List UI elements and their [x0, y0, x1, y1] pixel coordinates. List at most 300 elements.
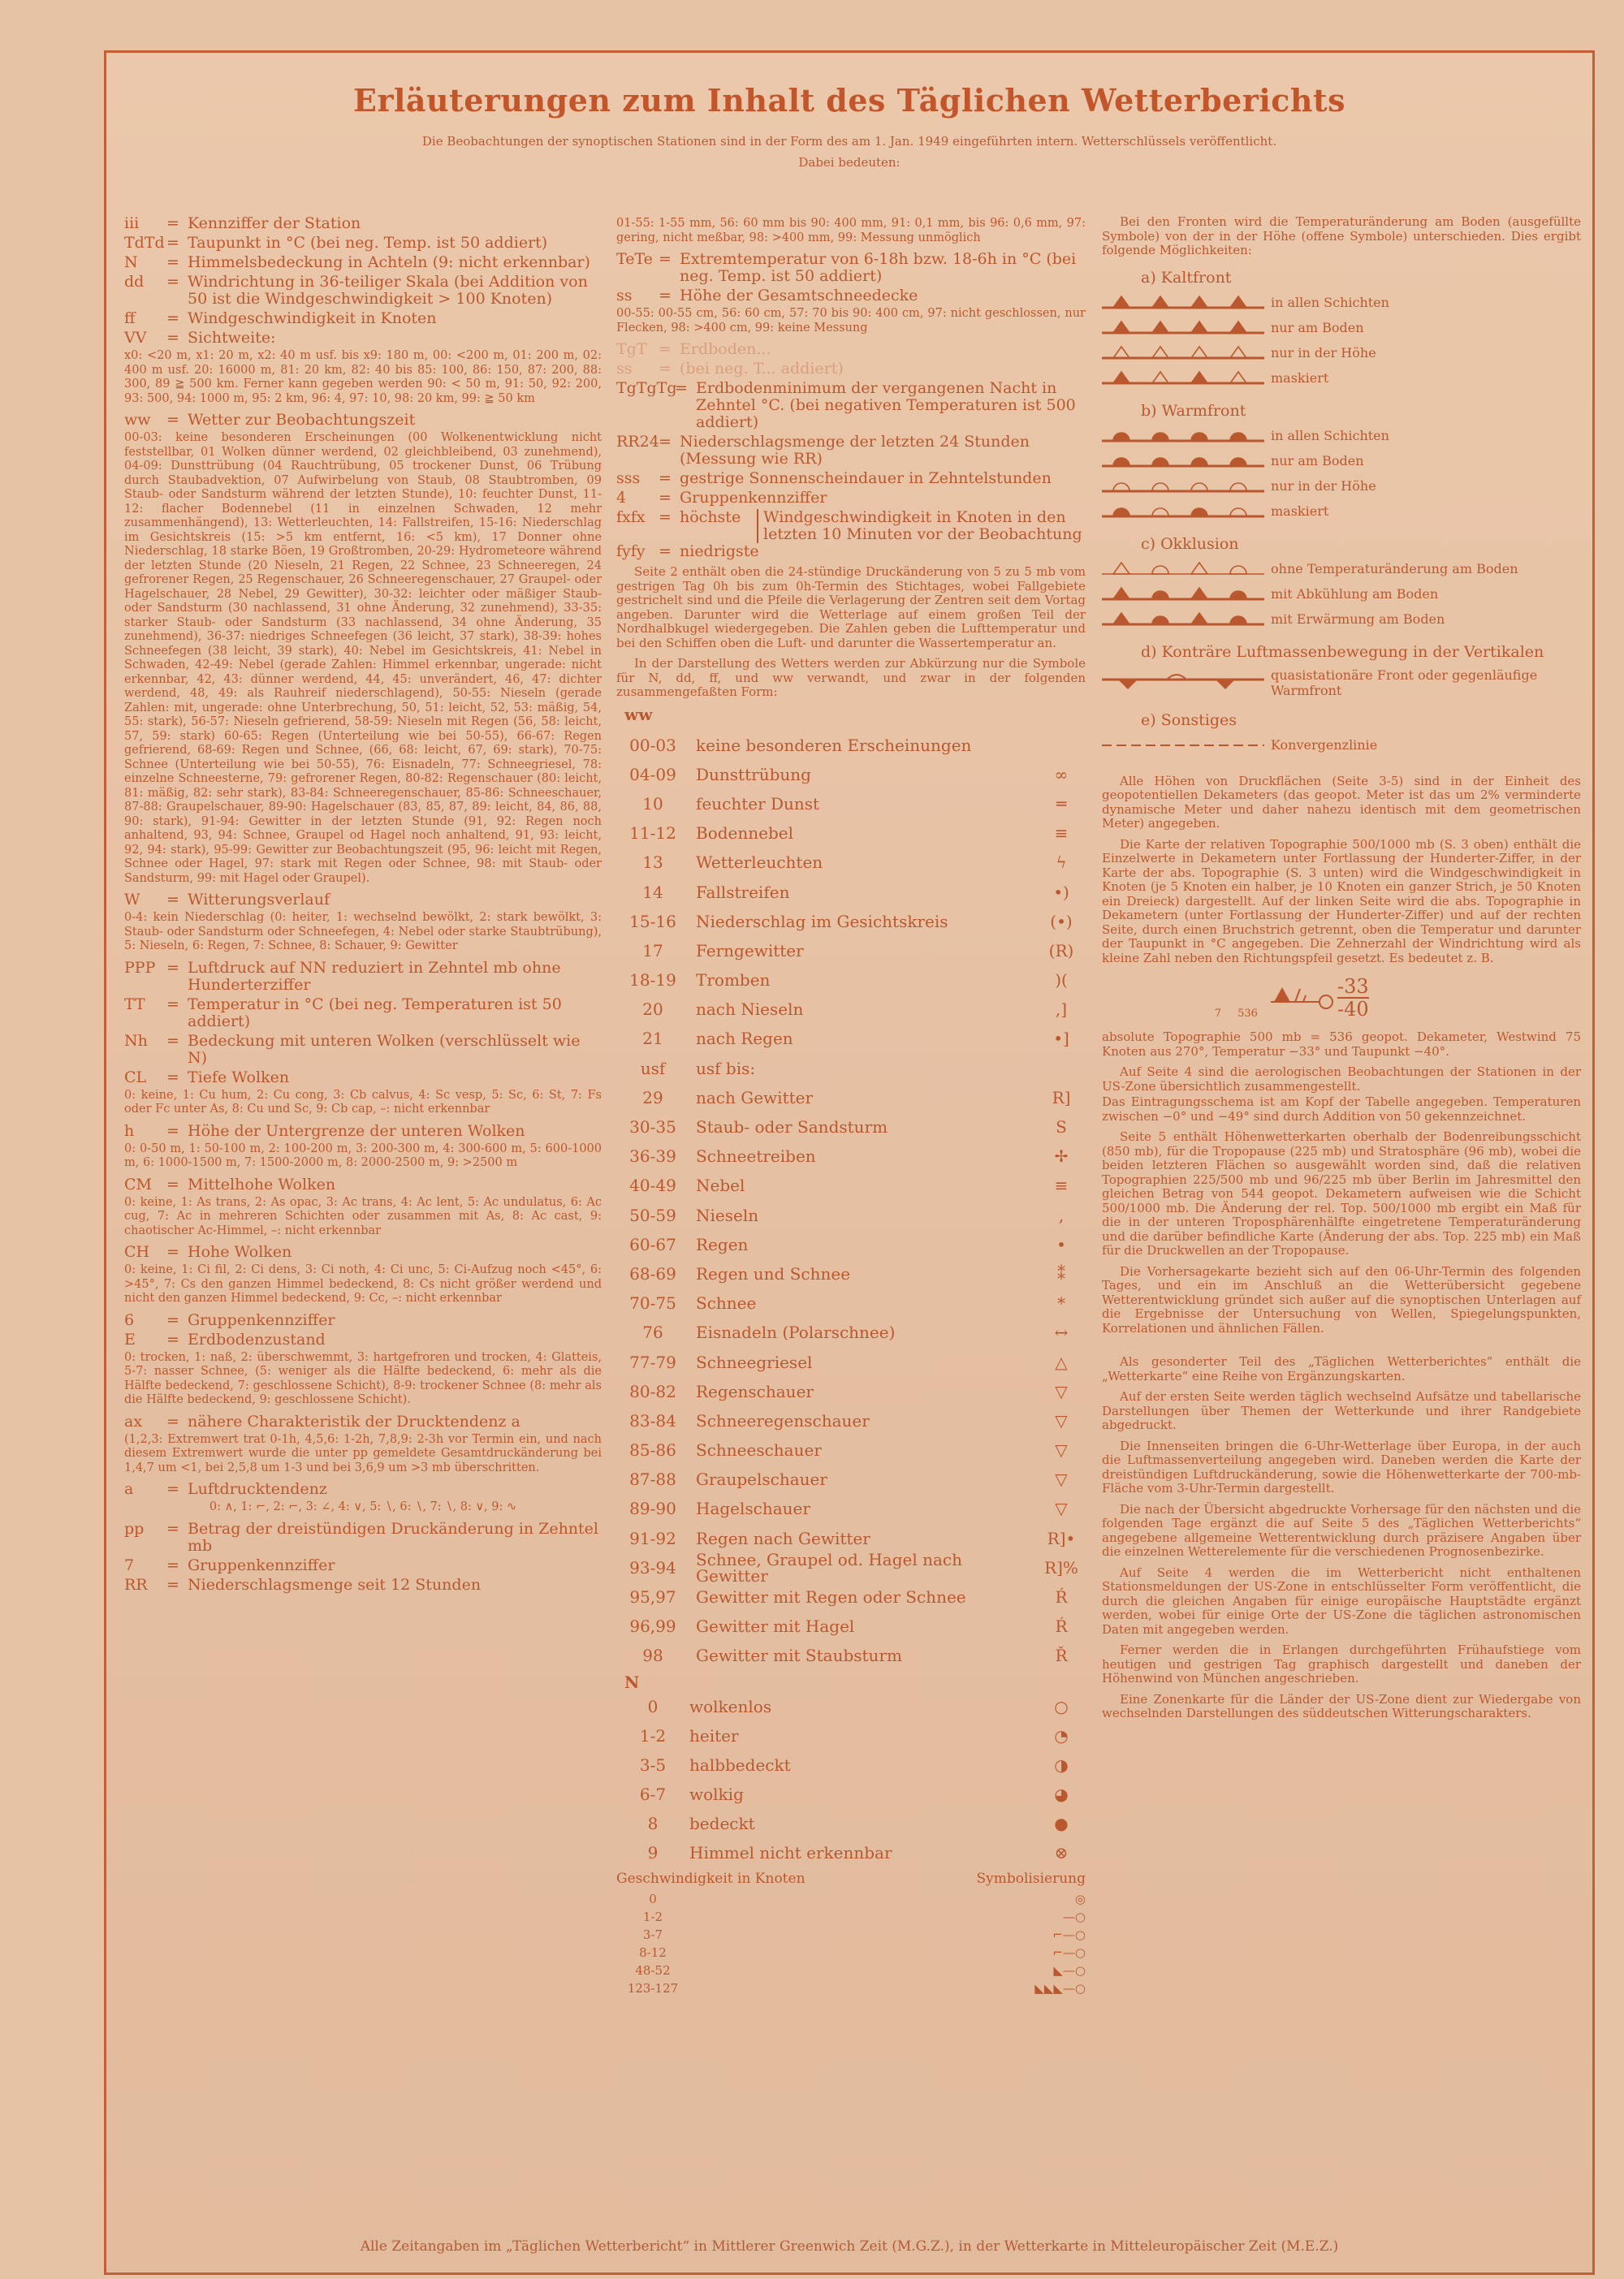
front-marker — [1191, 588, 1207, 599]
def-ch: CH = Hohe Wolken — [124, 1244, 602, 1261]
ww-label: nach Nieseln — [696, 999, 804, 1020]
ww-code: 15-16 — [629, 911, 676, 931]
ww-label: Schneegriesel — [696, 1352, 813, 1372]
speed-code: 1-2 — [642, 1909, 663, 1924]
text: Niederschlagsmenge der letzten 24 Stunden (Messung wie RR) — [680, 433, 1030, 468]
wind-barb-icon: —○ — [1062, 1909, 1086, 1924]
n-row — [616, 1838, 1086, 1867]
example-direction-digit: 7 — [1214, 1008, 1221, 1020]
warm-front-symbol — [1102, 451, 1264, 471]
def-tete: TeTe = Extremtemperatur von 6-18h bzw. 18-6h in °C (bei neg. Temp. ist 50 addiert) — [616, 251, 1086, 285]
ww-row — [616, 1201, 1086, 1230]
ax-detail: (1,2,3: Extremwert trat 0-1h, 4,5,6: 1-2h, 7,8,9: 2-3h vor Termin ein, und nach diesem Extremwert wurde die unter pp gemeldete Gesamtdruckänderung bei 1,4,7 um <1, bei 2,5,8 um 1-3 und bei 3,6,9 um >3 mb überschritten. — [124, 1432, 602, 1474]
ww-label: Regen nach Gewitter — [696, 1528, 870, 1548]
ww-code: 04-09 — [629, 764, 676, 784]
front-marker — [1230, 372, 1246, 383]
warmfront-heading: b) Warmfront — [1141, 401, 1246, 420]
text: Wetter zur Beobachtungszeit — [188, 411, 416, 429]
ww-code: 29 — [642, 1087, 663, 1107]
def-4: 4 = Gruppenkennziffer — [616, 490, 1086, 507]
example-temperature: -33 — [1337, 975, 1369, 998]
front-marker — [1230, 591, 1246, 599]
code: h — [124, 1121, 135, 1140]
ww-code: 95,97 — [629, 1587, 676, 1608]
warm-row — [1102, 449, 1581, 474]
subtitle-line-1: Die Beobachtungen der synoptischen Stationen sind in der Form des am 1. Jan. 1949 eingeführten intern. Wetterschlüssels veröffentlicht. — [421, 134, 1277, 149]
text: Luftdrucktendenz — [188, 1480, 327, 1498]
front-marker — [1113, 563, 1129, 574]
n-code: 0 — [647, 1696, 659, 1716]
code: ax — [124, 1412, 143, 1431]
ww-row — [616, 1377, 1086, 1406]
weather-symbol-icon: •) — [1053, 882, 1069, 902]
code: RR — [124, 1575, 148, 1594]
ww-label: Fallstreifen — [696, 882, 790, 902]
weather-symbol-icon: Ŕ — [1055, 1616, 1068, 1637]
front-marker — [1113, 458, 1129, 466]
n-row — [616, 1750, 1086, 1780]
code: CH — [124, 1243, 150, 1261]
ww-row — [616, 1259, 1086, 1288]
front-marker — [1152, 296, 1168, 308]
text: Windgeschwindigkeit in Knoten — [188, 309, 437, 327]
code: fyfy — [616, 542, 646, 560]
def-ss-faded: ss = (bei neg. T... addiert) — [616, 360, 1086, 378]
ww-label: Niederschlag im Gesichtskreis — [696, 911, 948, 931]
ww-row — [616, 965, 1086, 995]
warm-label: nur am Boden — [1271, 453, 1364, 468]
weather-symbol-icon: ∞ — [1054, 764, 1069, 784]
warm-row — [1102, 499, 1581, 524]
wind-barb-icon: ◎ — [1074, 1891, 1086, 1906]
ww-row — [616, 995, 1086, 1024]
ww-row — [616, 818, 1086, 848]
karte-paragraph: Die Karte der relativen Topographie 500/1000 mb (S. 3 oben) enthält die Einzelwerte in Dekametern unter Fortlassung der Hunderter-Ziffer, in der Karte der abs. Topographie (S. 3 unten) wird die Windgeschwindigkeit in Knoten (je 5 Knoten ein halber, je 10 Knoten ein ganzer Strich, je 50 Knoten ein Dreieck) dargestellt. Auf der linken Seite wird die abs. Topographie in Dekametern (unter Fortlassung der Hunderter-Ziffer) und auf der rechten Seite, durch einen Bruchstrich getrennt, oben die Temperatur und darunter der Taupunkt in °C angegeben. Die Zehnerzahl der Windrichtung wird als kleine Zahl neben den Richtungspfeil gesetzt. Es bedeutet z. B. — [1102, 836, 1581, 965]
def-a: a = Luftdrucktendenz — [124, 1481, 602, 1498]
okkl-front-symbol — [1102, 610, 1264, 629]
speed-row — [616, 1979, 1086, 1997]
front-marker — [1191, 613, 1207, 624]
def-pp: pp = Betrag der dreistündigen Druckänderung in Zehntel mb — [124, 1521, 602, 1555]
speed-row — [616, 1962, 1086, 1979]
ww-code: 93-94 — [629, 1557, 676, 1578]
document-sheet — [104, 50, 1595, 2275]
warm-front-symbol — [1102, 477, 1264, 496]
front-marker — [1152, 591, 1168, 599]
okkl-row — [1102, 582, 1581, 607]
seite4-paragraph: Auf Seite 4 sind die aerologischen Beobachtungen der Stationen in der US-Zone übersichtlich zusammengestellt. — [1102, 1064, 1581, 1094]
temp-fraction — [1337, 976, 1369, 1020]
speed-code: 3-7 — [642, 1927, 663, 1942]
cloud-cover-icon: ◑ — [1054, 1755, 1069, 1775]
ww-row — [616, 1142, 1086, 1171]
def-tgtgtg: TgTgTg = Erdbodenminimum der vergangenen Nacht in Zehntel °C. (bei negativen Temperaturen ist 500 addiert) — [616, 380, 1086, 431]
weather-symbol-icon: ϟ — [1056, 852, 1067, 873]
def-iii: iii = Kennziffer der Station — [124, 215, 602, 232]
text: nähere Charakteristik der Drucktendenz a — [188, 1412, 520, 1431]
speed-code: 123-127 — [627, 1980, 679, 1996]
ww-row — [616, 907, 1086, 936]
speed-row — [616, 1890, 1086, 1908]
ww-code: 68-69 — [629, 1263, 676, 1284]
ww-code: 30-35 — [629, 1117, 676, 1137]
ww-row — [616, 1083, 1086, 1112]
ww-row — [616, 731, 1086, 760]
ww-label: Regenschauer — [696, 1381, 814, 1401]
h-detail: 0: 0-50 m, 1: 50-100 m, 2: 100-200 m, 3: 200-300 m, 4: 300-600 m, 5: 600-1000 m, 6: 1000-1500 m, 7: 1500-2000 m, 8: 2000-2500 m, 9: >2500 m — [124, 1142, 602, 1169]
text: Windrichtung in 36-teiliger Skala (bei Addition von 50 ist die Windgeschwindigkeit > 100 Knoten) — [188, 273, 588, 308]
sonstiges-heading: e) Sonstiges — [1141, 710, 1237, 729]
def-ww: ww = Wetter zur Beobachtungszeit — [124, 412, 602, 429]
warm-row — [1102, 424, 1581, 449]
ww-code: 98 — [642, 1646, 663, 1666]
n-label: halbbedeckt — [689, 1755, 791, 1775]
code: 7 — [124, 1556, 135, 1574]
speed-header-left: Geschwindigkeit in Knoten — [616, 1870, 806, 1887]
weather-symbol-icon: ▽ — [1055, 1440, 1068, 1461]
ww-row — [616, 789, 1086, 818]
def-h: h = Höhe der Untergrenze der unteren Wolken — [124, 1123, 602, 1140]
ww-row — [616, 936, 1086, 965]
left-column — [124, 215, 602, 1596]
fronts-intro: Bei den Fronten wird die Temperaturänderung am Boden (ausgefüllte Symbole) von der in der Höhe (offene Symbole) unterschieden. Dies ergibt folgende Möglichkeiten: — [1102, 214, 1581, 257]
ww-code: 10 — [642, 793, 663, 814]
n-code: 1-2 — [639, 1725, 667, 1746]
ww-row — [616, 1112, 1086, 1142]
front-marker — [1191, 322, 1207, 333]
def-ax: ax = nähere Charakteristik der Drucktendenz a — [124, 1414, 602, 1431]
def-fyfy: fyfy = niedrigste — [616, 543, 1086, 560]
weather-symbol-icon: , — [1058, 1205, 1065, 1225]
code: CL — [124, 1068, 147, 1086]
n-row — [616, 1692, 1086, 1721]
sonstiges-row — [1102, 733, 1581, 758]
weather-symbol-icon: ▽ — [1055, 1499, 1068, 1519]
kalt-front-symbol — [1102, 369, 1264, 388]
ww-label: Schneeregenschauer — [696, 1410, 870, 1431]
warm-front-symbol — [1102, 502, 1264, 521]
front-marker — [1191, 433, 1207, 441]
erste-seite-paragraph: Auf der ersten Seite werden täglich wechselnd Aufsätze und tabellarische Darstellungen über Themen der Wetterkunde und ihrer Randgebiete abgedruckt. — [1102, 1389, 1581, 1432]
konvergenz-label: Konvergenzlinie — [1271, 737, 1378, 753]
ww-row — [616, 848, 1086, 877]
front-marker — [1230, 433, 1246, 441]
def-cm: CM = Mittelhohe Wolken — [124, 1176, 602, 1193]
ww-code: 17 — [642, 940, 663, 960]
front-marker — [1191, 372, 1207, 383]
kaltfront-heading: a) Kaltfront — [1141, 268, 1232, 287]
n-label: heiter — [689, 1725, 739, 1746]
ww-label: Schneeschauer — [696, 1440, 822, 1461]
ww-code: 70-75 — [629, 1293, 676, 1314]
def-tt: TT = Temperatur in °C (bei neg. Temperaturen ist 50 addiert) — [124, 996, 602, 1030]
text: niedrigste — [680, 542, 759, 560]
n-label: Himmel nicht erkennbar — [689, 1842, 892, 1862]
n-heading: N — [624, 1672, 640, 1692]
text: Erdbodenminimum der vergangenen Nacht in Zehntel °C. (bei negativen Temperaturen ist 500 addiert) — [696, 379, 1076, 431]
weather-symbol-icon: S — [1056, 1117, 1067, 1137]
ww-row — [616, 1549, 1086, 1586]
text: höchste — [680, 508, 741, 526]
def-dd: dd = Windrichtung in 36-teiliger Skala (bei Addition von 50 ist die Windgeschwindigkeit > 100 Knoten) — [124, 274, 602, 308]
kalt-front-symbol — [1102, 293, 1264, 313]
front-marker — [1152, 566, 1168, 574]
ww-label: Schneetreiben — [696, 1146, 816, 1167]
text: Höhe der Gesamtschneedecke — [680, 287, 918, 304]
code: CM — [124, 1175, 152, 1193]
innenseiten-paragraph: Die Innenseiten bringen die 6-Uhr-Wetterlage über Europa, in der auch die Luftmassenverteilung angegeben wird. Daneben werden die Karte der dreistündigen Luftdruckänderung, sowie die Höhenwetterkarte der 700-mb-Fläche vom 3-Uhr-Termin dargestellt. — [1102, 1438, 1581, 1496]
front-marker — [1230, 458, 1246, 466]
front-marker — [1152, 347, 1168, 358]
code: TgT — [616, 340, 647, 358]
text: Kennziffer der Station — [188, 214, 361, 232]
def-nh: Nh = Bedeckung mit unteren Wolken (verschlüsselt wie N) — [124, 1033, 602, 1067]
ww-code: 85-86 — [629, 1440, 676, 1461]
weather-symbol-icon: (R) — [1048, 940, 1074, 960]
hoehen-paragraph: Alle Höhen von Druckflächen (Seite 3-5) sind in der Einheit des geopotentiellen Dekameters (das geopot. Meter ist das um 2% verminderte dynamische Meter und daher nahezu identisch mit dem geometrischen Meter) angegeben. — [1102, 773, 1581, 831]
ww-code: 11-12 — [629, 823, 676, 844]
warmfront-list — [1102, 424, 1581, 524]
front-marker — [1113, 347, 1129, 358]
kontraer-row — [1102, 665, 1581, 701]
front-marker — [1230, 566, 1246, 574]
ww-row — [616, 1230, 1086, 1259]
kalt-front-symbol — [1102, 318, 1264, 338]
code: VV — [124, 329, 147, 347]
wind-barb-icon: ◣—○ — [1053, 1962, 1086, 1978]
vorhersage-paragraph: Die Vorhersagekarte bezieht sich auf den 06-Uhr-Termin des folgenden Tages, und ein im Anschluß an die Wetterübersicht gegebene Wetterentwicklung gründet sich außer auf die synoptischen Unterlagen auf die Ergebnisse der Untersuchung von Wellen, Spiegelungspunkten, Korrelationen und ähnlichen Fällen. — [1102, 1263, 1581, 1336]
okklusion-heading: c) Okklusion — [1141, 534, 1239, 553]
code: TeTe — [616, 250, 653, 268]
weather-symbol-icon: R]% — [1044, 1557, 1078, 1578]
kontraer-front-symbol — [1102, 673, 1264, 693]
ww-row — [616, 1318, 1086, 1347]
n-code: 6-7 — [639, 1784, 667, 1804]
okkl-row — [1102, 557, 1581, 582]
kalt-label: nur am Boden — [1271, 320, 1364, 335]
ww-label: Gewitter mit Hagel — [696, 1616, 855, 1637]
seite5-paragraph: Seite 5 enthält Höhenwetterkarten oberhalb der Bodenreibungsschicht (850 mb), für die Tropopause (225 mb) und Stratosphäre (96 mb), wobei die beiden letzteren Flächen so ausgewählt worden sind, daß die relativen Topographien 225/500 mb und 96/225 mb über Berlin im Jahresmittel den gleichen Betrag von 544 geopot. Dekametern aufweisen wie die Schicht 500/1000 mb. Die Änderung der rel. Top. 500/1000 mb ergibt ein Maß für die in der unteren Troposphärenhälfte eingetretene Temperaturänderung und die darüber befindliche Karte (Änderung der abs. Top. 225 mb) ein Maß für die Druckwellen an der Tropopause. — [1102, 1129, 1581, 1258]
text: Extremtemperatur von 6-18h bzw. 18-6h in °C (bei neg. Temp. ist 50 addiert) — [680, 250, 1077, 285]
code: E — [124, 1330, 136, 1349]
ww-code: 50-59 — [629, 1205, 676, 1225]
cm-detail: 0: keine, 1: As trans, 2: As opac, 3: Ac trans, 4: Ac lent, 5: Ac undulatus, 6: Ac cug, 7: Ac in mehreren Schichten oder zusammen mit As, 8: Ac cast, 9: chaotischer Ac-Himmel, –: nicht erkennbar — [124, 1195, 602, 1237]
rr-detail: 01-55: 1-55 mm, 56: 60 mm bis 90: 400 mm, 91: 0,1 mm, bis 96: 0,6 mm, 97: gering, nicht meßbar, 98: >400 mm, 99: Messung unmöglich — [616, 217, 1086, 244]
front-marker — [1230, 322, 1246, 333]
ww-row — [616, 1347, 1086, 1376]
cloud-cover-icon: ◕ — [1054, 1784, 1069, 1804]
weather-symbol-icon: R] — [1052, 1087, 1071, 1107]
ww-code: 76 — [642, 1323, 663, 1343]
ww-label: Tromben — [696, 970, 771, 991]
speed-symbol-table — [616, 1890, 1086, 1997]
ww-detail: 00-03: keine besonderen Erscheinungen (00 Wolkenentwicklung nicht feststellbar, 01 Wolken dünner werdend, 02 gleichbleibend, 03 zunehmend), 04-09: Dunsttrübung (04 Rauchtrübung, 05 trockener Dunst, 06 Trübung durch Staubadvektion, 07 Aufwirbelung von Staub, 08 Staubtromben, 09 Staub- oder Sandsturm während der letzten Stunde), 10: feuchter Dunst, 11-12: flacher Bodennebel (11 in einzelnen Schwaden, 12 mehr zusammenhängend), 13: Wetterleuchten, 14: Fallstreifen, 15-16: Niederschlag im Gesichtskreis (15: >5 km entfernt, 16: <5 km), 17 Donner ohne Niederschlag, 18 starke Böen, 19 Großtromben, 20-29: Hydrometeore während der letzten Stunde (20 Nieseln, 21 Regen, 22 Schnee, 23 Schneeregen, 24 gefrorener Regen, 25 Regenschauer, 26 Schneeregenschauer, 27 Graupel- oder Hagelschauer, 28 Nebel, 29 Gewitter), 30-32: leichter oder mäßiger Staub- oder Sandsturm (30 nachlassend, 31 ohne Änderung, 32 zunehmend), 33-35: starker Staub- oder Sandsturm (33 nachlassend, 34 ohne Änderung, 35 zunehmend), 36-37: niedriges Schneefegen (36 leicht, 37 stark), 38-39: hohes Schneefegen (38 leicht, 39 stark), 40: Nebel im Gesichtskreis, 41: Nebel in Schwaden, 42-49: Nebel (gerade Zahlen: Himmel erkennbar, ungerade: nicht erkennbar, 42, 43: dünner werdend, 44, 45: unverändert, 46, 47: dichter werdend, 48, 49: als Rauhreif niederschlagend), 50-55: Nieseln (gerade Zahlen: mit, ungerade: ohne Unterbrechung, 50, 51: leicht, 52, 53: mäßig, 54, 55: stark), 56-57: Nieseln gefrierend, 58-59: Nieseln mit Regen (56, 58: leicht, 57, 59: stark) 60-65: Regen (Unterteilung wie bei 50-55), 66-67: Regen gefrierend, 68-69: Regen und Schnee, (66, 68: leicht, 67, 69: stark), 70-75: Schnee (Unterteilung wie bei 50-55), 76: Eisnadeln, 77: Schneegriesel, 78: einzelne Schneesterne, 79: gefrorener Regen, 80-82: Regenschauer (80: leicht, 81: mäßig, 82: sehr stark), 83-84: Schneeregenschauer, 85-86: Schneeschauer, 87-88: Graupelschauer, 89-90: Hagelschauer (83, 85, 87, 89: leicht, 84, 86, 88, 90: stark), 91-94: Gewitter in der letzten Stunde (91, 92: Regen noch anhaltend, 93, 94: Schnee, Graupel od Hagel noch anhaltend, 91, 93: leicht, 92, 94: stark), 95-99: Gewitter zur Beobachtungszeit (95, 96: leicht mit Regen, Schnee oder Hagel, 97: stark mit Regen oder Schnee, 98: mit Staub- oder Sandsturm, 99: mit Hagel oder Graupel). — [124, 431, 602, 885]
ww-label: Nebel — [696, 1176, 745, 1196]
ww-code: 13 — [642, 852, 663, 873]
vorhersage2-paragraph: Die nach der Übersicht abgedruckte Vorhersage für den nächsten und die folgenden Tage ergänzt die auf Seite 5 des „Täglichen Wetterberichts“ angegebene allgemeine Wetterentwicklung durch präzisere Angaben über die einzelnen Wetterelemente für die verschiedenen Prognosenbezirke. — [1102, 1501, 1581, 1559]
speed-header — [616, 1871, 1086, 1887]
weather-symbol-icon: ▽ — [1055, 1470, 1068, 1490]
weather-symbol-icon: ≡ — [1054, 823, 1069, 844]
ww-code: 40-49 — [629, 1176, 676, 1196]
ww-label: Dunsttrübung — [696, 764, 811, 784]
ww-label: Hagelschauer — [696, 1499, 810, 1519]
code: fxfx — [616, 508, 646, 526]
n-code: 3-5 — [639, 1755, 667, 1775]
front-marker — [1191, 563, 1207, 574]
kontraer-label: quasistationäre Front oder gegenläufige Warmfront — [1271, 667, 1538, 698]
def-ff: ff = Windgeschwindigkeit in Knoten — [124, 310, 602, 327]
e-detail: 0: trocken, 1: naß, 2: überschwemmt, 3: hartgefroren und trocken, 4: Glatteis, 5-7: nasser Schnee, (5: weniger als die Hälfte bedeckend, 6: mehr als die Hälfte bedeckend, 7: geschlossene Schicht), 8-9: trockener Schnee (8: mehr als die Hälfte bedeckend, 9: geschlossene Schicht). — [124, 1350, 602, 1406]
ww-label: Nieseln — [696, 1205, 759, 1225]
cloud-cover-icon: ● — [1054, 1813, 1069, 1833]
okkl-label: mit Abkühlung am Boden — [1271, 586, 1439, 602]
def-e: E = Erdbodenzustand — [124, 1332, 602, 1349]
def-sss: sss = gestrige Sonnenscheindauer in Zehntelstunden — [616, 470, 1086, 487]
code: 6 — [124, 1310, 135, 1329]
kalt-label: in allen Schichten — [1271, 295, 1389, 310]
text: Niederschlagsmenge seit 12 Stunden — [188, 1575, 482, 1594]
seite2-paragraph: Seite 2 enthält oben die 24-stündige Druckänderung von 5 zu 5 mb vom gestrigen Tag 0h bis zum 0h-Termin des Stichtages, wobei Fallgebiete gestrichelt sind und die Pfeile die Verlagerung der Zentren seit dem Vortag angeben. Darunter wird die Wetterlage auf einem großen Teil der Nordhalbkugel wiedergegeben. Die Zahlen geben die Lufttemperatur und bei den Schiffen oben die Luft- und darunter die Wassertemperatur an. — [616, 564, 1086, 650]
front-marker — [1152, 616, 1168, 624]
okkl-label: ohne Temperaturänderung am Boden — [1271, 561, 1518, 576]
erlangen-paragraph: Ferner werden die in Erlangen durchgeführten Frühaufstiege vom heutigen und gestrigen Tag graphisch dargestellt und daneben der Höhenwind von München angeschrieben. — [1102, 1642, 1581, 1686]
warm-label: in allen Schichten — [1271, 428, 1389, 443]
speed-row — [616, 1926, 1086, 1944]
weather-symbol-icon: R]• — [1047, 1528, 1076, 1548]
text: Luftdruck auf NN reduziert in Zehntel mb ohne Hunderterziffer — [188, 958, 561, 994]
kalt-label: nur in der Höhe — [1271, 345, 1376, 360]
def-6: 6 = Gruppenkennziffer — [124, 1312, 602, 1329]
schema-paragraph: Das Eintragungsschema ist am Kopf der Tabelle angegeben. Temperaturen zwischen −0° und −49° sind durch Addition von 50 gekennzeichnet. — [1102, 1094, 1581, 1124]
ww-row — [616, 1435, 1086, 1465]
code: ss — [616, 287, 633, 304]
darstellung-paragraph: In der Darstellung des Wetters werden zur Abkürzung nur die Symbole für N, dd, ff, und ww verwandt, und zwar in der folgenden zusammengefaßten Form: — [616, 656, 1086, 699]
warm-row — [1102, 474, 1581, 499]
ww-label: keine besonderen Erscheinungen — [696, 735, 972, 755]
code: a — [124, 1480, 134, 1498]
text: (bei neg. T... addiert) — [680, 360, 844, 378]
speed-code: 0 — [649, 1891, 657, 1906]
text: Temperatur in °C (bei neg. Temperaturen ist 50 addiert) — [188, 995, 562, 1030]
n-label: bedeckt — [689, 1813, 755, 1833]
text: Erdboden... — [680, 340, 771, 358]
text: Erdbodenzustand — [188, 1330, 326, 1349]
ww-row — [616, 1406, 1086, 1435]
warm-label: maskiert — [1271, 503, 1329, 519]
ww-row — [616, 1641, 1086, 1670]
n-label: wolkig — [689, 1784, 744, 1804]
okkl-front-symbol — [1102, 559, 1264, 579]
weather-symbol-icon: ▽ — [1055, 1410, 1068, 1431]
code: PPP — [124, 958, 156, 977]
def-tdtd: TdTd = Taupunkt in °C (bei neg. Temp. ist 50 addiert) — [124, 235, 602, 252]
front-marker — [1191, 458, 1207, 466]
cloud-cover-icon: ○ — [1054, 1696, 1069, 1716]
ww-row — [616, 1465, 1086, 1494]
front-marker — [1230, 616, 1246, 624]
ww-row — [616, 1612, 1086, 1641]
n-row — [616, 1721, 1086, 1750]
front-marker — [1152, 458, 1168, 466]
code: W — [124, 891, 140, 909]
kaltfront-list — [1102, 291, 1581, 391]
ww-code: 21 — [642, 1029, 663, 1049]
ww-code: 87-88 — [629, 1470, 676, 1490]
konvergenz-line-symbol — [1102, 740, 1264, 750]
vv-detail: x0: <20 m, x1: 20 m, x2: 40 m usf. bis x9: 180 m, 00: <200 m, 01: 200 m, 02: 400 m usf. 20: 16000 m, 81: 20 km, 82: 40 bis 85: 100, 86: 150, 87: 200, 88: 300, 89 ≧ 500 km. Ferner kann gegeben werden 90: < 50 m, 91: 50, 92: 200, 93: 500, 94: 1000 m, 95: 2 km, 96: 4, 97: 10, 98: 20 km, 99: ≧ 50 km — [124, 349, 602, 405]
def-ss: ss = Höhe der Gesamtschneedecke — [616, 287, 1086, 304]
cl-detail: 0: keine, 1: Cu hum, 2: Cu cong, 3: Cb calvus, 4: Sc vesp, 5: Sc, 6: St, 7: Fs oder Fc unter As, 8: Cu und Sc, 9: Cb cap, –: nicht erkennbar — [124, 1088, 602, 1116]
code: pp — [124, 1519, 145, 1538]
weather-symbol-icon: ↔ — [1054, 1323, 1069, 1343]
n-symbol-table — [616, 1692, 1086, 1867]
ww-row — [616, 760, 1086, 789]
def-cl: CL = Tiefe Wolken — [124, 1069, 602, 1086]
text: Mittelhohe Wolken — [188, 1175, 336, 1193]
ww-label: nach Regen — [696, 1029, 793, 1049]
ww-label: Graupelschauer — [696, 1470, 827, 1490]
wind-barb-icon: ⌐—○ — [1052, 1927, 1086, 1942]
ww-label: Schnee — [696, 1293, 757, 1314]
subtitle-line-2: Dabei bedeuten: — [798, 155, 901, 170]
ww-heading: ww — [624, 704, 653, 724]
kalt-row — [1102, 291, 1581, 316]
ww-code: 20 — [642, 999, 663, 1020]
right-column — [1102, 215, 1581, 1728]
ww-label: Bodennebel — [696, 823, 794, 844]
front-marker — [1113, 322, 1129, 333]
ww-code: 91-92 — [629, 1528, 676, 1548]
text: Tiefe Wolken — [188, 1068, 290, 1086]
text: Betrag der dreistündigen Druckänderung in Zehntel mb — [188, 1519, 598, 1555]
speed-header-right: Symbolisierung — [976, 1870, 1086, 1887]
ww-label: Ferngewitter — [696, 940, 804, 960]
seite4b-paragraph: Auf Seite 4 werden die im Wetterbericht nicht enthaltenen Stationsmeldungen der US-Zone in entschlüsselter Form veröffentlicht, die durch die gleichen Angaben für einige europäische Hauptstädte ergänzt werden, wobei für einige Orte der US-Zone die täglichen astronomischen Daten mit angegeben werden. — [1102, 1565, 1581, 1637]
example-text: absolute Topographie 500 mb = 536 geopot. Dekameter, Westwind 75 Knoten aus 270°, Temperatur −33° und Taupunkt −40°. — [1102, 1029, 1581, 1059]
w-detail: 0-4: kein Niederschlag (0: heiter, 1: wechselnd bewölkt, 2: stark bewölkt, 3: Staub- oder Sandsturm oder Schneefegen, 4: Nebel oder starke Staubtrübung), 5: Nieseln, 6: Regen, 7: Schnee, 8: Schauer, 9: Gewitter — [124, 911, 602, 952]
text: Gruppenkennziffer — [188, 1310, 335, 1329]
speed-code: 48-52 — [635, 1962, 671, 1978]
def-w: W = Witterungsverlauf — [124, 891, 602, 909]
okkl-label: mit Erwärmung am Boden — [1271, 611, 1445, 627]
front-marker — [1191, 508, 1207, 516]
text: Himmelsbedeckung in Achteln (9: nicht erkennbar) — [188, 253, 590, 271]
ww-label: Gewitter mit Regen oder Schnee — [696, 1587, 966, 1608]
ww-label: usf bis: — [696, 1058, 756, 1078]
def-fxfx: fxfx = höchste Windgeschwindigkeit in Knoten in den letzten 10 Minuten vor der Beobachtung — [616, 509, 1086, 543]
okklusion-list — [1102, 557, 1581, 632]
ww-row — [616, 1054, 1086, 1083]
text: Hohe Wolken — [188, 1243, 292, 1261]
code: dd — [124, 273, 145, 291]
front-marker — [1191, 296, 1207, 308]
front-marker — [1152, 433, 1168, 441]
example-dewpoint: -40 — [1337, 998, 1369, 1021]
front-marker — [1113, 588, 1129, 599]
weather-symbol-icon: ,] — [1055, 999, 1068, 1020]
def-rr: RR = Niederschlagsmenge seit 12 Stunden — [124, 1577, 602, 1594]
page-title: Erläuterungen zum Inhalt des Täglichen Wetterberichts — [353, 82, 1345, 119]
n-row — [616, 1780, 1086, 1809]
middle-column — [616, 215, 1086, 1997]
ww-code: 80-82 — [629, 1381, 676, 1401]
ww-code: 00-03 — [629, 735, 676, 755]
n-code: 9 — [647, 1842, 659, 1862]
front-marker — [1113, 296, 1129, 308]
ww-row — [616, 877, 1086, 906]
zonenkarte-paragraph: Eine Zonenkarte für die Länder der US-Zone dient zur Wiedergabe von wechselnden Darstellungen des süddeutschen Witterungscharakters. — [1102, 1691, 1581, 1720]
